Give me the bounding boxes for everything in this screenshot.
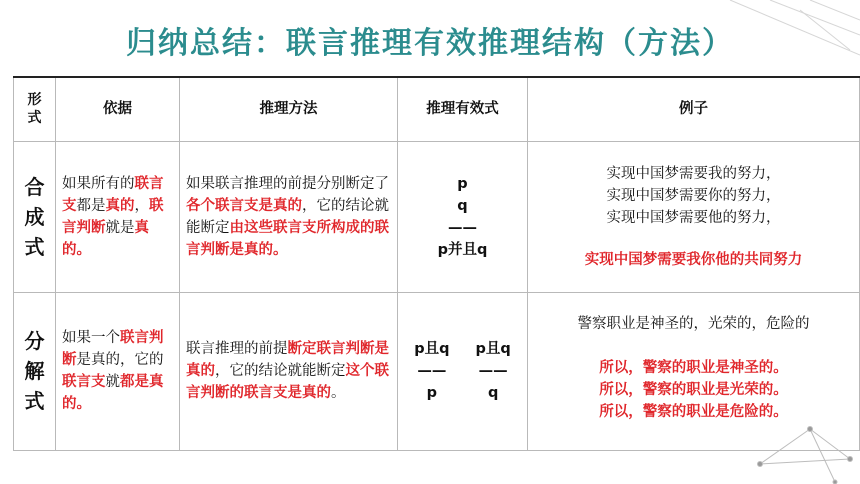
form-label: 分解式 <box>24 329 45 413</box>
formula-line: p <box>457 175 468 192</box>
highlight-text: 断定联言判断是真的 <box>186 341 389 379</box>
highlight-text: 真的 <box>105 197 135 214</box>
page-title: 归纳总结：联言推理有效推理结构（方法） <box>126 26 734 61</box>
header-example: 例子 <box>528 77 860 141</box>
formula-line: p并且q <box>437 241 488 258</box>
formula-line: p <box>426 385 438 401</box>
form-cell <box>14 292 56 450</box>
header-method: 推理方法 <box>180 77 398 141</box>
reasoning-table <box>13 76 860 451</box>
body-text: 如果所有的 <box>62 175 135 192</box>
highlight-text: 联言支 <box>62 175 164 214</box>
highlight-text: 这个联言判断的联言支是真的 <box>186 363 389 401</box>
table-row <box>14 292 860 450</box>
header-basis: 依据 <box>56 77 180 141</box>
method-cell <box>180 141 398 292</box>
example-line: 警察职业是神圣的，光荣的，危险的 <box>577 315 810 332</box>
highlight-text: 联言支 <box>62 374 106 390</box>
table-row <box>14 141 860 292</box>
formula-line: —— <box>417 363 447 379</box>
example-cell <box>528 292 860 450</box>
example-conclusion: 实现中国梦需要我你他的共同努力 <box>584 251 803 268</box>
body-text: ，它的结论就能断定 <box>186 197 389 236</box>
example-conclusion: 所以，警察的职业是神圣的。 <box>599 359 788 376</box>
example-conclusion: 所以，警察的职业是光荣的。 <box>599 381 788 398</box>
method-cell <box>180 292 398 450</box>
highlight-text: 都是真的。 <box>62 374 164 412</box>
highlight-text: 联言判断 <box>62 197 164 236</box>
header-formula: 推理有效式 <box>398 77 528 141</box>
example-conclusion: 所以，警察的职业是危险的。 <box>599 403 788 420</box>
formula-cell <box>398 292 528 450</box>
highlight-text: 联言判断 <box>62 330 164 368</box>
basis-cell <box>56 292 180 450</box>
header-form-label: 形式 <box>27 92 42 127</box>
formula-line: —— <box>448 219 477 236</box>
formula-line: p且q <box>475 341 511 357</box>
formula-right <box>476 338 511 404</box>
body-text: 。 <box>331 385 346 401</box>
example-cell <box>528 141 860 292</box>
formula-line: q <box>487 385 499 401</box>
formula-cell <box>398 141 528 292</box>
formula-left <box>414 338 449 404</box>
body-text: 就 <box>105 374 120 390</box>
highlight-text: 真的。 <box>62 219 149 258</box>
example-line: 实现中国梦需要我的努力， <box>606 165 781 182</box>
formula-line: —— <box>478 363 508 379</box>
body-text: 是真的，它的 <box>76 352 164 368</box>
body-text: ， <box>134 197 149 214</box>
form-cell <box>14 141 56 292</box>
form-label: 合成式 <box>24 174 45 259</box>
header-row <box>14 77 860 141</box>
body-text: ，它的结论就能断定 <box>215 363 346 379</box>
body-text: 联言推理的前提 <box>186 341 288 357</box>
highlight-text: 由这些联言支所构成的联言判断是真的。 <box>186 219 389 258</box>
body-text: 如果联言推理的前提分别断定了 <box>186 175 389 192</box>
highlight-text: 各个联言支是真的 <box>186 197 302 214</box>
body-text: 都是 <box>76 197 106 214</box>
formula-line: p且q <box>414 341 450 357</box>
example-line: 实现中国梦需要他的努力， <box>606 209 781 226</box>
formula-line: q <box>457 197 468 214</box>
example-line: 实现中国梦需要你的努力， <box>606 187 781 204</box>
basis-cell <box>56 141 180 292</box>
header-form <box>14 77 56 141</box>
body-text: 就是 <box>105 219 135 236</box>
body-text: 如果一个 <box>62 330 120 346</box>
